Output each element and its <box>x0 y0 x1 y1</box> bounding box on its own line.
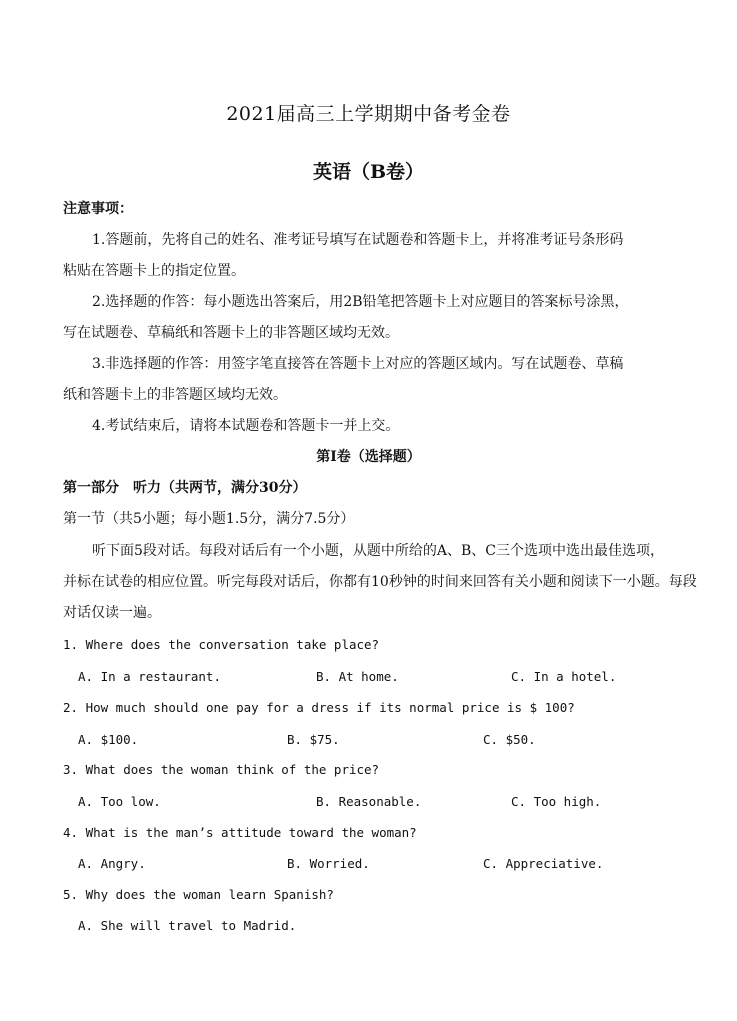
question-1-option-c: C. In a hotel. <box>511 669 617 684</box>
notice-line-2: 粘贴在答题卡上的指定位置。 <box>63 263 245 279</box>
question-4: 4. What is the man’s attitude toward the woman? <box>63 825 417 840</box>
exam-subtitle: 英语（B卷） <box>312 161 425 183</box>
subsection-heading: 第一节（共5小题；每小题1.5分，满分7.5分） <box>63 511 355 527</box>
question-1: 1. Where does the conversation take place? <box>63 637 380 652</box>
question-4-option-a: A. Angry. <box>78 856 146 871</box>
notice-line-3: 2.选择题的作答：每小题选出答案后，用2B铅笔把答题卡上对应题目的答案标号涂黑， <box>92 294 629 310</box>
notice-line-4: 写在试题卷、草稿纸和答题卡上的非答题区域均无效。 <box>63 325 399 341</box>
question-4-option-b: B. Worried. <box>287 856 370 871</box>
notice-line-1: 1.答题前，先将自己的姓名、准考证号填写在试题卷和答题卡上，并将准考证号条形码 <box>92 232 624 248</box>
question-5-option-a: A. She will travel to Madrid. <box>78 918 297 933</box>
question-3-option-c: C. Too high. <box>511 794 602 809</box>
exam-title: 2021届高三上学期期中备考金卷 <box>226 103 511 125</box>
instruction-line-1: 听下面5段对话。每段对话后有一个小题，从题中所给的A、B、C三个选项中选出最佳选项， <box>92 543 665 559</box>
question-1-option-b: B. At home. <box>316 669 399 684</box>
question-3-option-b: B. Reasonable. <box>316 794 422 809</box>
volume-heading: 第Ⅰ卷（选择题） <box>316 449 421 465</box>
notice-heading: 注意事项： <box>63 201 133 217</box>
notice-line-7: 4.考试结束后，请将本试题卷和答题卡一并上交。 <box>92 418 400 434</box>
question-5: 5. Why does the woman learn Spanish? <box>63 887 334 902</box>
notice-line-6: 纸和答题卡上的非答题区域均无效。 <box>63 387 287 403</box>
question-2-option-a: A. $100. <box>78 732 139 747</box>
question-3: 3. What does the woman think of the price? <box>63 762 380 777</box>
instruction-line-2: 并标在试卷的相应位置。听完每段对话后，你都有10秒钟的时间来回答有关小题和阅读下一小题。每段 <box>63 574 697 590</box>
question-2-option-b: B. $75. <box>287 732 340 747</box>
question-2-option-c: C. $50. <box>483 732 536 747</box>
instruction-line-3: 对话仅读一遍。 <box>63 605 161 621</box>
notice-line-5: 3.非选择题的作答：用签字笔直接答在答题卡上对应的答题区域内。写在试题卷、草稿 <box>92 356 624 372</box>
part-heading: 第一部分 听力（共两节，满分30分） <box>63 480 307 496</box>
question-4-option-c: C. Appreciative. <box>483 856 604 871</box>
question-3-option-a: A. Too low. <box>78 794 161 809</box>
question-1-option-a: A. In a restaurant. <box>78 669 221 684</box>
question-2: 2. How much should one pay for a dress if its normal price is $ 100? <box>63 700 575 715</box>
